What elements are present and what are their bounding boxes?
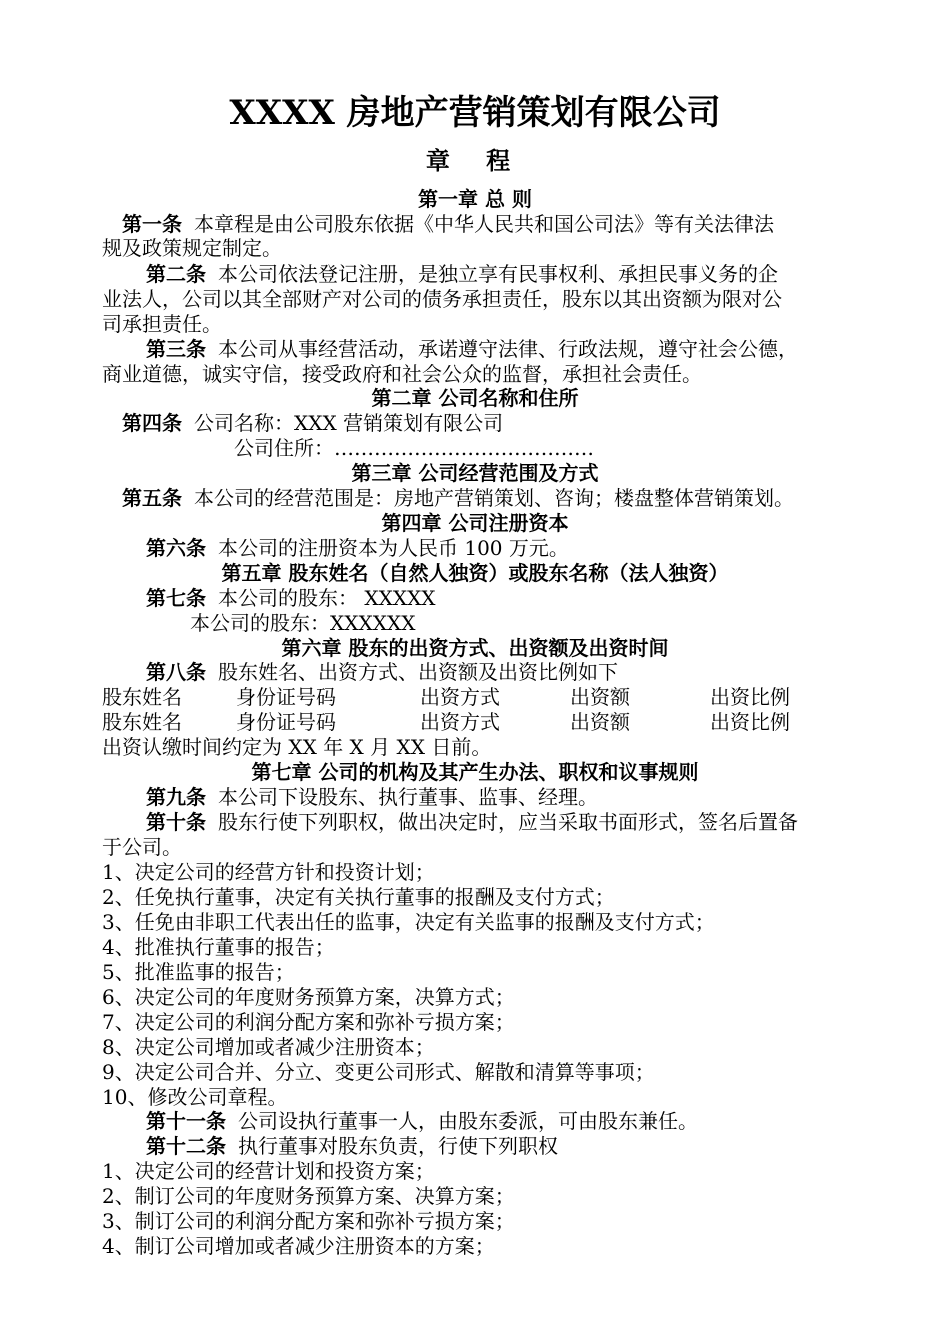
table-cell: 出资额: [570, 710, 630, 734]
article-text: 本公司的注册资本为人民币 100 万元。: [218, 536, 569, 560]
article-text: 司承担责任。: [102, 312, 222, 336]
article-text: 公司住所：…………………………………: [234, 436, 594, 460]
article-text: 公司设执行董事一人，由股东委派，可由股东兼任。: [238, 1109, 698, 1133]
list-item: 2、任免执行董事，决定有关执行董事的报酬及支付方式；: [102, 885, 615, 909]
article-text: 业法人，公司以其全部财产对公司的债务承担责任，股东以其出资额为限对公: [102, 287, 782, 311]
chapter-heading: 第一章 总 则: [418, 187, 532, 211]
article-text: 本公司依法登记注册，是独立享有民事权利、承担民事义务的企: [218, 262, 778, 286]
article-label: 第十一条: [146, 1109, 226, 1133]
table-cell: 股东姓名: [102, 710, 182, 734]
list-item: 9、决定公司合并、分立、变更公司形式、解散和清算等事项；: [102, 1060, 655, 1084]
article-label: 第七条: [146, 586, 206, 610]
article-label: 第九条: [146, 785, 206, 809]
list-item: 8、决定公司增加或者减少注册资本；: [102, 1035, 435, 1059]
table-cell: 股东姓名: [102, 685, 182, 709]
list-item: 7、决定公司的利润分配方案和弥补亏损方案；: [102, 1010, 515, 1034]
article-label: 第六条: [146, 536, 206, 560]
article-label: 第二条: [146, 262, 206, 286]
article-label: 第十条: [146, 810, 206, 834]
document-title: XXXX 房地产营销策划有限公司: [229, 93, 721, 133]
chapter-heading: 第二章 公司名称和住所: [371, 386, 579, 410]
article-label: 第八条: [146, 660, 206, 684]
list-item: 6、决定公司的年度财务预算方案，决算方式；: [102, 985, 515, 1009]
table-cell: 出资方式: [420, 685, 500, 709]
article-text: 本公司的股东：XXXXXX: [190, 611, 416, 635]
table-cell: 出资比例: [710, 710, 790, 734]
article-text: 规及政策规定制定。: [102, 236, 282, 260]
article-line: [146, 1134, 906, 1158]
chapter-heading: 第六章 股东的出资方式、出资额及出资时间: [281, 636, 669, 660]
article-label: 第五条: [122, 486, 182, 510]
article-line: [146, 536, 906, 560]
article-text: 股东姓名、出资方式、出资额及出资比例如下: [218, 660, 618, 684]
table-cell: 身份证号码: [236, 710, 336, 734]
document-subtitle: 章 程: [425, 146, 525, 175]
article-label: 第十二条: [146, 1134, 226, 1158]
list-item: 1、决定公司的经营计划和投资方案；: [102, 1159, 435, 1183]
article-text: 于公司。: [102, 835, 182, 859]
article-text: 执行董事对股东负责，行使下列职权: [238, 1134, 558, 1158]
article-line: [146, 337, 906, 361]
article-text: 出资认缴时间约定为 XX 年 X 月 XX 日前。: [102, 735, 492, 759]
article-line: [122, 486, 882, 510]
table-cell: 出资额: [570, 685, 630, 709]
article-line: [122, 411, 882, 435]
list-item: 4、制订公司增加或者减少注册资本的方案；: [102, 1234, 495, 1258]
article-text: 本公司下设股东、执行董事、监事、经理。: [218, 785, 598, 809]
table-cell: 出资方式: [420, 710, 500, 734]
chapter-heading: 第三章 公司经营范围及方式: [351, 461, 599, 485]
list-item: 2、制订公司的年度财务预算方案、决算方案；: [102, 1184, 515, 1208]
article-text: 公司名称：XXX 营销策划有限公司: [194, 411, 504, 435]
list-item: 3、制订公司的利润分配方案和弥补亏损方案；: [102, 1209, 515, 1233]
article-line: [146, 785, 906, 809]
table-cell: 出资比例: [710, 685, 790, 709]
chapter-heading: 第五章 股东姓名（自然人独资）或股东名称（法人独资）: [221, 561, 729, 585]
article-label: 第一条: [122, 212, 182, 236]
article-line: [146, 262, 906, 286]
list-item: 1、决定公司的经营方针和投资计划；: [102, 860, 435, 884]
list-item: 5、批准监事的报告；: [102, 960, 295, 984]
article-line: [146, 810, 906, 834]
article-text: 本公司的经营范围是：房地产营销策划、咨询；楼盘整体营销策划。: [194, 486, 794, 510]
list-item: 4、批准执行董事的报告；: [102, 935, 335, 959]
article-text: 股东行使下列职权，做出决定时，应当采取书面形式，签名后置备: [218, 810, 798, 834]
table-cell: 身份证号码: [236, 685, 336, 709]
article-label: 第三条: [146, 337, 206, 361]
article-text: 商业道德，诚实守信，接受政府和社会公众的监督，承担社会责任。: [102, 362, 702, 386]
article-line: [146, 660, 906, 684]
article-text: 本章程是由公司股东依据《中华人民共和国公司法》等有关法律法: [194, 212, 774, 236]
list-item: 10、修改公司章程。: [102, 1085, 288, 1109]
chapter-heading: 第四章 公司注册资本: [381, 511, 569, 535]
list-item: 3、任免由非职工代表出任的监事，决定有关监事的报酬及支付方式；: [102, 910, 715, 934]
article-label: 第四条: [122, 411, 182, 435]
article-text: 本公司的股东： XXXXX: [218, 586, 436, 610]
article-line: [146, 1109, 906, 1133]
chapter-heading: 第七章 公司的机构及其产生办法、职权和议事规则: [251, 760, 699, 784]
article-text: 本公司从事经营活动，承诺遵守法律、行政法规，遵守社会公德，: [218, 337, 798, 361]
article-line: [122, 212, 882, 236]
article-line: [146, 586, 906, 610]
